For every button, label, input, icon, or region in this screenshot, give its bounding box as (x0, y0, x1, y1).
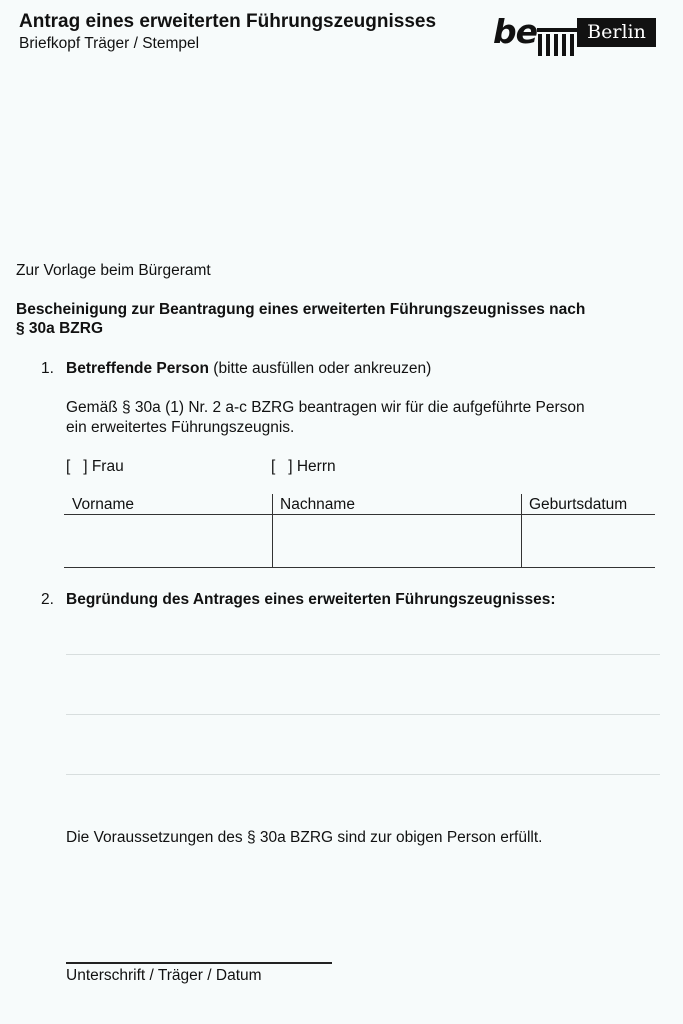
section1-title: Betreffende Person (66, 360, 209, 377)
logo-berlin-box: Berlin (577, 18, 656, 47)
table-header-divider (64, 514, 655, 515)
geburtsdatum-field[interactable] (523, 516, 654, 566)
confirmation-text: Die Voraussetzungen des § 30a BZRG sind zur obigen Person erfüllt. (66, 829, 543, 846)
main-heading-line2: § 30a BZRG (16, 320, 104, 337)
checkbox-frau[interactable]: [ ] Frau (66, 458, 124, 475)
table-column-divider (521, 494, 522, 568)
column-header-geburtsdatum: Geburtsdatum (529, 496, 628, 513)
document-title: Antrag eines erweiterten Führungszeugnisses (19, 11, 437, 32)
intro-text: Zur Vorlage beim Bürgeramt (16, 262, 211, 279)
column-header-vorname: Vorname (72, 496, 135, 513)
checkbox-herrn[interactable]: [ ] Herrn (271, 458, 336, 475)
signature-line[interactable] (66, 962, 332, 964)
signature-label: Unterschrift / Träger / Datum (66, 967, 262, 984)
main-heading-line1: Bescheinigung zur Beantragung eines erweiterten Führungszeugnisses nach (16, 301, 586, 318)
column-header-nachname: Nachname (280, 496, 355, 513)
section1-number: 1. (41, 360, 54, 377)
section1-heading (66, 359, 431, 378)
section1-text-line1: Gemäß § 30a (1) Nr. 2 a-c BZRG beantragen wir für die aufgeführte Person (66, 399, 585, 416)
table-bottom-border (64, 567, 655, 568)
letterhead-placeholder: Briefkopf Träger / Stempel (19, 35, 200, 52)
section2-number: 2. (41, 591, 54, 608)
reason-line[interactable] (66, 774, 660, 775)
section1-hint: (bitte ausfüllen oder ankreuzen) (208, 360, 432, 377)
person-table (64, 494, 655, 568)
brandenburg-gate-icon (537, 28, 577, 56)
vorname-field[interactable] (65, 516, 271, 566)
table-column-divider (272, 494, 273, 568)
berlin-logo (493, 12, 656, 56)
reason-line[interactable] (66, 654, 660, 655)
section2-title: Begründung des Antrages eines erweiterten Führungszeugnisses: (66, 591, 556, 608)
reason-line[interactable] (66, 714, 660, 715)
section1-text-line2: ein erweitertes Führungszeugnis. (66, 419, 295, 436)
logo-be-text: be (493, 12, 538, 51)
nachname-field[interactable] (274, 516, 520, 566)
